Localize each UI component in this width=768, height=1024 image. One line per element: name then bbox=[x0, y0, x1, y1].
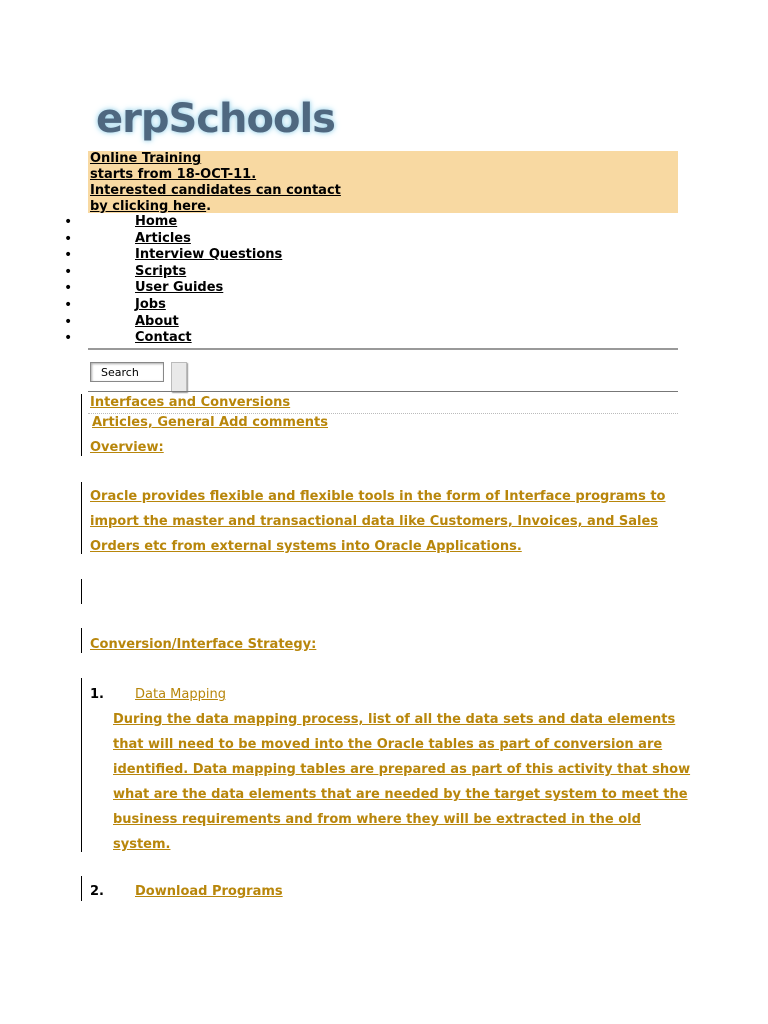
bullet-icon: • bbox=[64, 230, 73, 247]
download-programs-link[interactable]: Download Programs bbox=[135, 884, 283, 899]
data-mapping-line: During the data mapping process, list of all the data sets and data elements bbox=[113, 712, 676, 727]
bullet-icon: • bbox=[64, 214, 73, 230]
search-button[interactable] bbox=[171, 362, 187, 392]
content-bar bbox=[81, 482, 82, 554]
data-mapping-line: what are the data elements that are needed by the target system to meet the bbox=[113, 787, 688, 802]
promo-contact-link[interactable]: by clicking here bbox=[90, 199, 207, 214]
bullet-icon: • bbox=[64, 263, 73, 280]
content-bar bbox=[81, 876, 82, 901]
list-number-2: 2. bbox=[90, 884, 104, 899]
content-bar bbox=[81, 628, 82, 653]
bullet-icon: • bbox=[64, 296, 73, 313]
data-mapping-line: identified. Data mapping tables are prepared as part of this activity that show bbox=[113, 762, 691, 777]
list-number-1: 1. bbox=[90, 687, 104, 702]
nav-link-jobs[interactable]: Jobs bbox=[135, 296, 166, 312]
data-mapping-line: that will need to be moved into the Oracle tables as part of conversion are bbox=[113, 737, 663, 752]
content-bar bbox=[81, 394, 82, 456]
site-logo[interactable]: erpSchools bbox=[96, 96, 335, 142]
bullet-icon: • bbox=[64, 330, 73, 347]
nav-link-user-guides[interactable]: User Guides bbox=[135, 280, 224, 296]
data-mapping-line: system. bbox=[113, 837, 171, 852]
data-mapping-line: business requirements and from where they will be extracted in the old bbox=[113, 812, 641, 827]
intro-line: Orders etc from external systems into Oracle Applications. bbox=[90, 539, 522, 554]
nav-divider bbox=[88, 348, 678, 350]
article-title-link[interactable]: Interfaces and Conversions bbox=[90, 395, 291, 410]
nav-link-home[interactable]: Home bbox=[135, 214, 178, 229]
promo-line-3: Interested candidates can contact bbox=[90, 183, 341, 198]
intro-line: Oracle provides flexible and flexible tools in the form of Interface programs to bbox=[90, 489, 666, 504]
bullet-icon: • bbox=[64, 280, 73, 297]
promo-banner bbox=[88, 151, 678, 213]
data-mapping-link[interactable]: Data Mapping bbox=[135, 687, 226, 702]
bullet-icon: • bbox=[64, 313, 73, 330]
search-input[interactable]: Search bbox=[90, 362, 164, 382]
nav-link-articles[interactable]: Articles bbox=[135, 230, 191, 246]
intro-line: import the master and transactional data like Customers, Invoices, and Sales bbox=[90, 514, 659, 529]
strategy-heading: Conversion/Interface Strategy: bbox=[90, 637, 317, 652]
promo-line-2: starts from 18-OCT-11. bbox=[90, 167, 257, 182]
bullet-icon: • bbox=[64, 247, 73, 264]
content-bar bbox=[81, 678, 82, 852]
nav-link-contact[interactable]: Contact bbox=[135, 330, 192, 346]
nav-link-interview-questions[interactable]: Interview Questions bbox=[135, 247, 283, 263]
data-mapping-paragraph bbox=[113, 707, 690, 857]
search-divider bbox=[88, 391, 678, 392]
promo-period: . bbox=[206, 199, 212, 214]
overview-heading: Overview: bbox=[90, 440, 164, 455]
promo-line-1: Online Training bbox=[90, 151, 202, 166]
title-dotted-divider bbox=[88, 413, 678, 414]
article-meta-link[interactable]: Articles, General Add comments bbox=[92, 415, 328, 430]
content-bar bbox=[81, 579, 82, 604]
nav-link-about[interactable]: About bbox=[135, 313, 179, 329]
intro-paragraph bbox=[90, 484, 666, 559]
nav-link-scripts[interactable]: Scripts bbox=[135, 263, 187, 279]
